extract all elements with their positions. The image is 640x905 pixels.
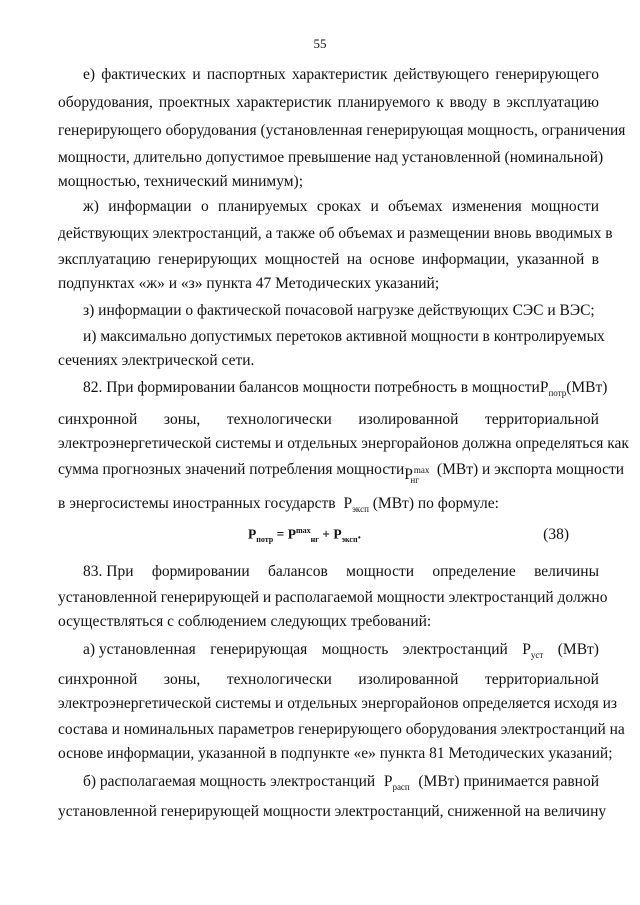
text-line: генерирующего оборудования (установленная генерирующая мощность, ограничения xyxy=(58,122,626,139)
text-line: ж) информации о планируемых сроках и объемах изменения мощности xyxy=(83,198,599,215)
formula-number: (38) xyxy=(543,526,569,543)
text-line: эксплуатацию генерирующих мощностей на основе информации, указанной в xyxy=(58,251,599,268)
text-line: а) установленная генерирующая мощность электростанций $P_{уст}$ (МВт) xyxy=(83,640,599,665)
text-line: основе информации, указанной в подпункте «е» пункта 81 Методических указаний; xyxy=(58,745,613,762)
text-line: состава и номинальных параметров генерирующего оборудования электростанций на xyxy=(58,721,625,738)
text-line: синхронной зоны, технологически изолированной территориальной xyxy=(58,411,599,428)
text-line: сумма прогнозных значений потребления мощности $P^{max}_{нг}$ (МВт) и экспорта мощности xyxy=(58,460,599,490)
symbol-p-potr: $P_{потр}$ xyxy=(539,379,567,399)
text-line: 83. При формировании балансов мощности определение величины xyxy=(83,563,599,580)
symbol-p-ng: $P^{max}_{нг}$ xyxy=(404,465,430,486)
formula-block xyxy=(58,526,599,548)
formula: $P_{потр} = P^{max}_{нг} + P_{эксп}$. xyxy=(248,526,361,545)
text-line: действующих электростанций, а также об объемах и размещении вновь вводимых в xyxy=(58,225,613,242)
text-line: подпунктах «ж» и «з» пункта 47 Методических указаний; xyxy=(58,275,440,292)
text-line: установленной генерирующей и располагаемой мощности электростанций должно xyxy=(58,589,608,606)
text-line: электроэнергетической системы и отдельных энергорайонов должна определяться как xyxy=(58,435,629,452)
text-line: оборудования, проектных характеристик планируемого к вводу в эксплуатацию xyxy=(58,94,599,111)
text-line: установленной генерирующей мощности электростанций, сниженной на величину xyxy=(58,803,607,820)
text-line: осуществляться с соблюдением следующих требований: xyxy=(58,613,432,630)
text-line: и) максимально допустимых перетоков активной мощности в контролируемых xyxy=(83,328,605,345)
text-line: з) информации о фактической почасовой нагрузке действующих СЭС и ВЭС; xyxy=(83,302,595,319)
symbol-p-ust: $P_{уст}$ xyxy=(522,641,544,661)
text-line: мощности, длительно допустимое превышение над установленной (номинальной) xyxy=(58,149,604,166)
symbol-p-rasp: $P_{расп}$ xyxy=(383,773,410,793)
text-line: электроэнергетической системы и отдельных энергорайонов определяется исходя из xyxy=(58,695,618,712)
text-line: синхронной зоны, технологически изолированной территориальной xyxy=(58,671,599,688)
text-line: 82. При формировании балансов мощности потребность в мощности $P_{потр}$ (МВт) xyxy=(83,378,599,403)
text-line: е) фактических и паспортных характеристик действующего генерирующего xyxy=(83,66,599,83)
text-line: б) располагаемая мощность электростанций $P_{расп}$ (МВт) принимается равной xyxy=(83,772,599,797)
text-line: сечениях электрической сети. xyxy=(58,352,255,369)
symbol-p-eksp: $P_{эксп}$ xyxy=(343,495,369,515)
page-number: 55 xyxy=(313,36,327,51)
text-line: мощностью, технический минимум); xyxy=(58,173,304,190)
text-line: в энергосистемы иностранных государств $P_{эксп}$ (МВт) по формуле: xyxy=(58,495,499,515)
